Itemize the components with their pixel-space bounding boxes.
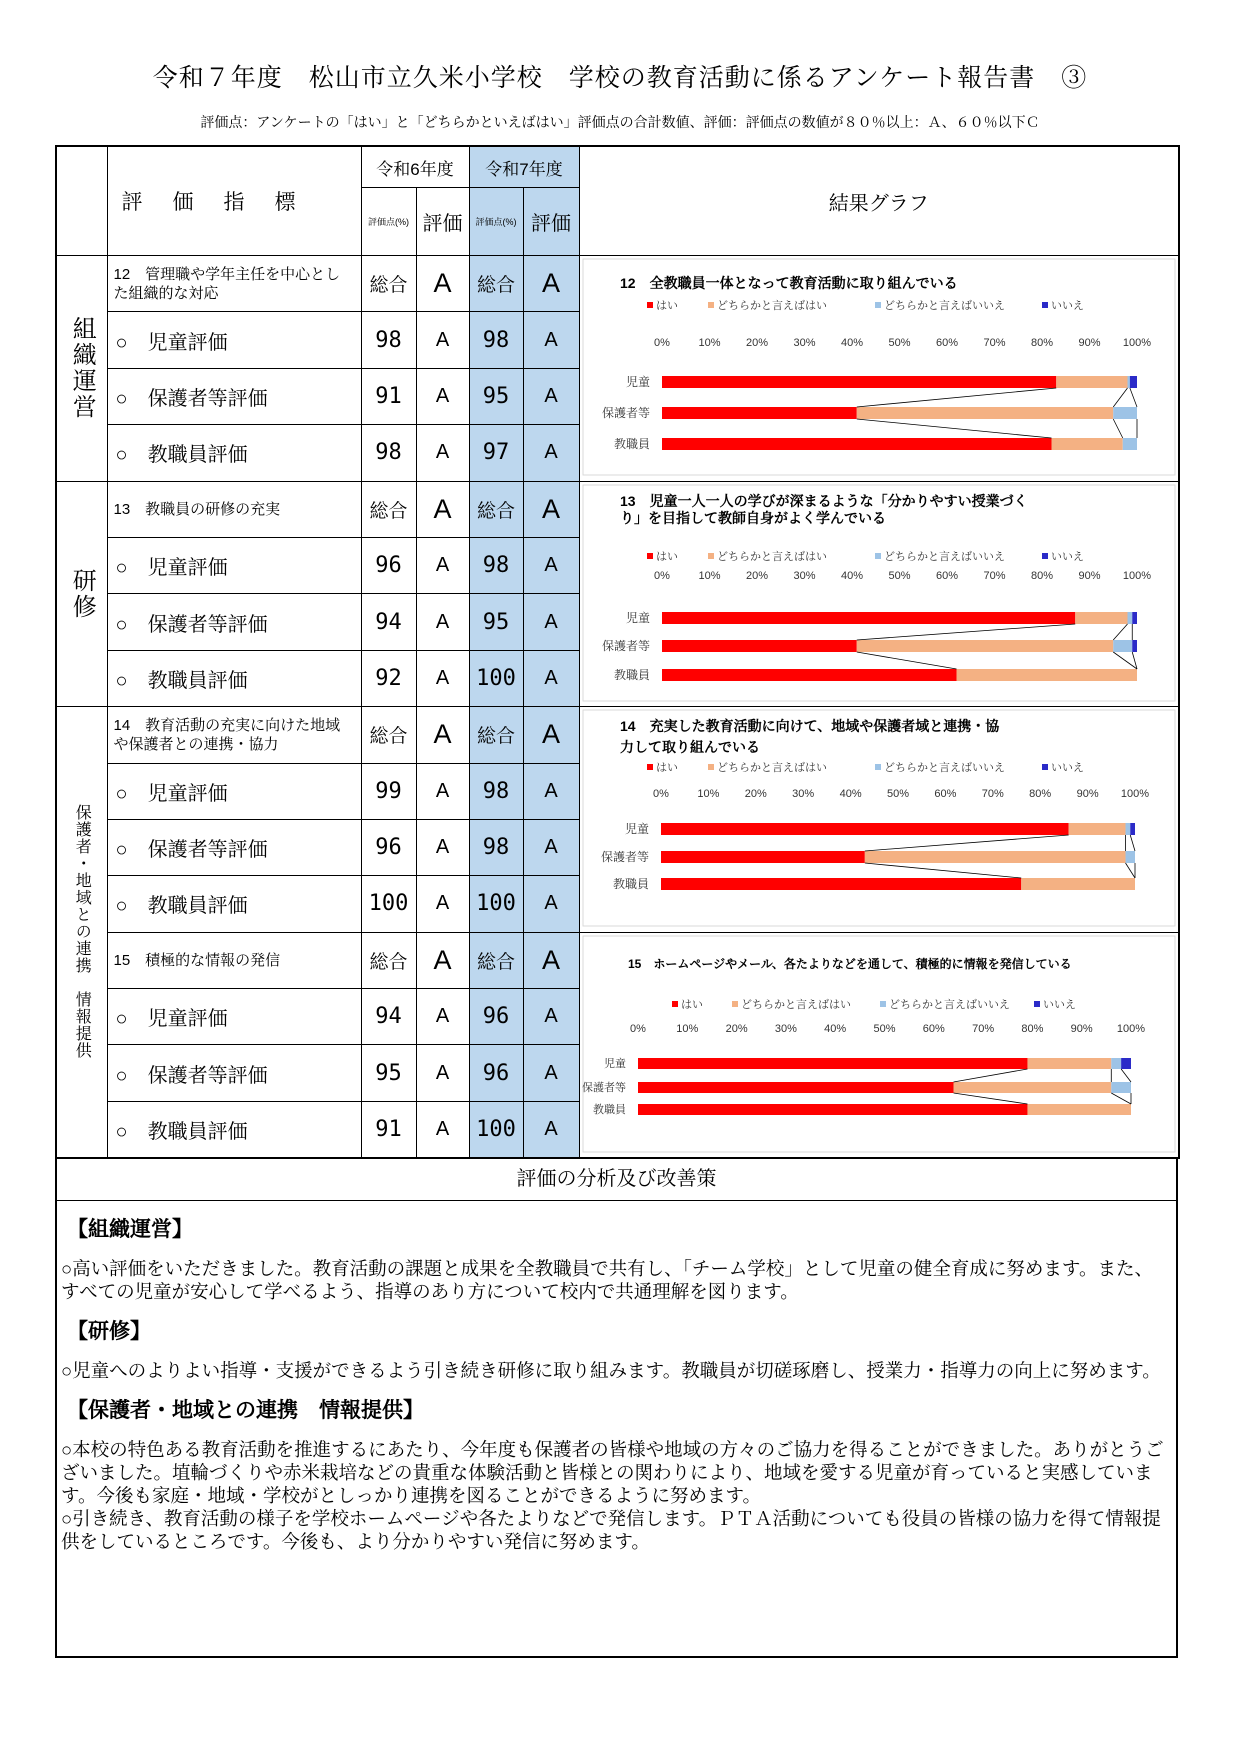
legend-label: どちらかと言えばはい bbox=[740, 998, 851, 1011]
bar-segment bbox=[662, 612, 1075, 624]
result-chart-cell bbox=[579, 256, 1179, 482]
tick-label: 80% bbox=[1030, 337, 1053, 349]
legend-label: どちらかと言えばはい bbox=[716, 762, 827, 775]
legend-label: どちらかと言えばはい bbox=[716, 300, 827, 312]
category-label: 保護者・地域との連携 情報提供 bbox=[56, 707, 107, 1158]
r7-total-label: 総合 bbox=[469, 932, 523, 988]
tick-label: 50% bbox=[887, 569, 911, 582]
bar-segment bbox=[864, 851, 1125, 863]
r7-eval: A bbox=[523, 425, 579, 481]
r6-total-eval: A bbox=[416, 481, 469, 537]
bar-segment bbox=[662, 669, 957, 681]
legend-swatch bbox=[1042, 764, 1048, 770]
chart-title: り」を目指して教師自身がよく学んでいる bbox=[619, 509, 886, 526]
bar-segment bbox=[1132, 640, 1137, 652]
tick-label: 60% bbox=[935, 337, 958, 349]
r6-eval: A bbox=[416, 650, 469, 706]
header-graph: 結果グラフ bbox=[579, 146, 1179, 256]
r6-total-label: 総合 bbox=[361, 481, 416, 537]
tick-label: 0% bbox=[652, 788, 669, 801]
r6-score: 96 bbox=[361, 537, 416, 593]
r6-eval: A bbox=[416, 594, 469, 650]
tick-label: 50% bbox=[887, 337, 911, 349]
bar-segment bbox=[1111, 1082, 1131, 1093]
category-label: 教職員 bbox=[613, 437, 650, 451]
tick-label: 50% bbox=[872, 1022, 896, 1035]
tick-label: 90% bbox=[1077, 337, 1101, 349]
tick-label: 40% bbox=[839, 788, 862, 801]
tick-label: 20% bbox=[744, 788, 767, 801]
bar-segment bbox=[1113, 407, 1137, 419]
legend-swatch bbox=[708, 553, 714, 559]
bar-segment bbox=[956, 669, 1137, 681]
tick-label: 80% bbox=[1030, 569, 1053, 582]
r6-eval: A bbox=[416, 537, 469, 593]
respondent-label: ○ 児童評価 bbox=[107, 537, 361, 593]
r7-score: 98 bbox=[469, 763, 523, 819]
chart-title: 力して取り組んでいる bbox=[619, 739, 760, 756]
r6-eval: A bbox=[416, 989, 469, 1045]
r6-score: 98 bbox=[361, 425, 416, 481]
r7-score: 98 bbox=[469, 312, 523, 368]
page-title: 令和７年度 松山市立久米小学校 学校の教育活動に係るアンケート報告書 ③ bbox=[152, 64, 1088, 92]
r7-total-eval: A bbox=[523, 481, 579, 537]
category-label: 教職員 bbox=[612, 877, 649, 892]
tick-label: 100% bbox=[1122, 569, 1151, 582]
tick-label: 70% bbox=[982, 337, 1006, 349]
category-label: 教職員 bbox=[613, 667, 650, 682]
r6-score: 94 bbox=[361, 594, 416, 650]
bar-segment bbox=[1027, 1104, 1131, 1115]
bar-segment bbox=[1130, 823, 1135, 835]
r6-score: 99 bbox=[361, 763, 416, 819]
result-chart-cell bbox=[579, 932, 1179, 1158]
category-label: 児童 bbox=[625, 375, 650, 389]
r6-eval: A bbox=[416, 368, 469, 424]
tick-label: 40% bbox=[823, 1022, 846, 1035]
result-chart bbox=[580, 256, 1178, 478]
bar-segment bbox=[1127, 612, 1132, 624]
r6-eval: A bbox=[416, 1045, 469, 1101]
legend-swatch bbox=[647, 764, 653, 770]
legend-swatch bbox=[732, 1001, 738, 1007]
category-label: 保護者等 bbox=[601, 406, 650, 420]
legend-swatch bbox=[1034, 1001, 1040, 1007]
legend-swatch bbox=[1042, 302, 1048, 308]
respondent-label: ○ 児童評価 bbox=[107, 989, 361, 1045]
analysis-section-heading: 【組織運営】 bbox=[67, 1218, 193, 1241]
bar-segment bbox=[1051, 438, 1122, 450]
legend-swatch bbox=[647, 553, 653, 559]
analysis-paragraph: ○引き続き、教育活動の様子を学校ホームページや各たよりなどで発信します。ＰＴＡ活動についても役員の皆様の協力を得て情報提供をしているところです。今後も、より分かりやすい発信に努めます。 bbox=[61, 1508, 1161, 1552]
r6-score: 100 bbox=[361, 876, 416, 932]
r6-total-eval: A bbox=[416, 707, 469, 763]
r7-eval: A bbox=[523, 819, 579, 875]
r6-total-label: 総合 bbox=[361, 707, 416, 763]
tick-label: 90% bbox=[1076, 788, 1099, 801]
category-label: 研修 bbox=[56, 481, 107, 707]
r6-score: 96 bbox=[361, 819, 416, 875]
legend-label: いいえ bbox=[1042, 998, 1076, 1011]
header-r7-score: 評価点(%) bbox=[469, 188, 523, 256]
r7-score: 95 bbox=[469, 594, 523, 650]
tick-label: 30% bbox=[792, 569, 816, 582]
analysis-section bbox=[55, 1158, 1178, 1658]
result-chart bbox=[580, 707, 1178, 929]
r7-eval: A bbox=[523, 312, 579, 368]
legend-label: はい bbox=[680, 998, 703, 1011]
legend-swatch bbox=[1042, 553, 1048, 559]
respondent-label: ○ 保護者等評価 bbox=[107, 1045, 361, 1101]
result-chart bbox=[580, 933, 1178, 1155]
tick-label: 30% bbox=[791, 788, 814, 801]
bar-segment bbox=[1127, 376, 1129, 388]
tick-label: 40% bbox=[840, 337, 863, 349]
r7-score: 98 bbox=[469, 537, 523, 593]
tick-label: 70% bbox=[981, 788, 1004, 801]
r6-total-eval: A bbox=[416, 932, 469, 988]
r7-score: 95 bbox=[469, 368, 523, 424]
bar-segment bbox=[638, 1104, 1027, 1115]
chart-title: 14 充実した教育活動に向けて、地域や保護者域と連携・協 bbox=[619, 718, 999, 735]
tick-label: 100% bbox=[1120, 788, 1149, 801]
tick-label: 10% bbox=[675, 1022, 698, 1035]
header-r6-score: 評価点(%) bbox=[361, 188, 416, 256]
r6-total-eval: A bbox=[416, 256, 469, 312]
bar-segment bbox=[662, 407, 857, 419]
result-chart bbox=[580, 482, 1178, 704]
tick-label: 20% bbox=[745, 569, 768, 582]
analysis-paragraph: ○児童へのよりよい指導・支援ができるよう引き続き研修に取り組みます。教職員が切磋琢磨し、授業力・指導力の向上に努めます。 bbox=[61, 1360, 1161, 1381]
category-label: 保護者等 bbox=[600, 850, 649, 865]
bar-segment bbox=[1132, 612, 1137, 624]
tick-label: 30% bbox=[792, 337, 816, 349]
tick-label: 50% bbox=[886, 788, 909, 801]
tick-label: 20% bbox=[745, 337, 768, 349]
indicator-title: 15 積極的な情報の発信 bbox=[107, 932, 361, 988]
legend-label: どちらかと言えばいいえ bbox=[883, 550, 1005, 563]
header-r6-eval: 評価 bbox=[416, 188, 469, 256]
tick-label: 60% bbox=[933, 788, 956, 801]
bar-segment bbox=[1125, 851, 1134, 863]
legend-label: はい bbox=[655, 762, 678, 775]
legend-swatch bbox=[875, 553, 881, 559]
header-r7-year: 令和7年度 bbox=[469, 146, 579, 188]
r7-total-eval: A bbox=[523, 256, 579, 312]
analysis-paragraph: ○高い評価をいただきました。教育活動の課題と成果を全教職員で共有し、「チーム学校」として児童の健全育成に努めます。また、すべての児童が安心して学べるよう、指導のあり方について校内で共通理解を図ります。 bbox=[61, 1258, 1153, 1302]
indicator-title: 14 教育活動の充実に向けた地域や保護者との連携・協力 bbox=[107, 707, 361, 763]
tick-label: 100% bbox=[1122, 337, 1151, 349]
r7-total-label: 総合 bbox=[469, 256, 523, 312]
r6-score: 98 bbox=[361, 312, 416, 368]
r7-score: 100 bbox=[469, 876, 523, 932]
respondent-label: ○ 教職員評価 bbox=[107, 876, 361, 932]
indicator-title: 12 管理職や学年主任を中心とした組織的な対応 bbox=[107, 256, 361, 312]
chart-title: 13 児童一人一人の学びが深まるような「分かりやすい授業づく bbox=[619, 492, 1028, 509]
r6-total-label: 総合 bbox=[361, 932, 416, 988]
bar-segment bbox=[953, 1082, 1111, 1093]
tick-label: 70% bbox=[982, 569, 1006, 582]
r7-score: 96 bbox=[469, 1045, 523, 1101]
r7-eval: A bbox=[523, 1045, 579, 1101]
legend-swatch bbox=[708, 764, 714, 770]
bar-segment bbox=[1111, 1058, 1121, 1069]
header-r6-year: 令和6年度 bbox=[361, 146, 469, 188]
r7-score: 96 bbox=[469, 989, 523, 1045]
legend-label: はい bbox=[655, 550, 678, 563]
r6-score: 94 bbox=[361, 989, 416, 1045]
bar-segment bbox=[638, 1082, 954, 1093]
bar-segment bbox=[661, 823, 1069, 835]
r7-eval: A bbox=[523, 989, 579, 1045]
respondent-label: ○ 保護者等評価 bbox=[107, 819, 361, 875]
bar-segment bbox=[661, 851, 865, 863]
category-label: 教職員 bbox=[592, 1103, 626, 1116]
r7-eval: A bbox=[523, 594, 579, 650]
r7-total-eval: A bbox=[523, 707, 579, 763]
page-subtitle: 評価点：アンケートの「はい」と「どちらかといえばはい」評価点の合計数値、評価：評価点の数値が８０％以上：Ａ、６０％以下Ｃ bbox=[200, 114, 1040, 130]
header-r7-eval: 評価 bbox=[523, 188, 579, 256]
r6-score: 92 bbox=[361, 650, 416, 706]
header-indicator: 評価指標 bbox=[107, 146, 361, 256]
r6-total-label: 総合 bbox=[361, 256, 416, 312]
legend-label: どちらかと言えばいいえ bbox=[883, 762, 1005, 775]
bar-segment bbox=[638, 1058, 1027, 1069]
legend-swatch bbox=[708, 302, 714, 308]
bar-segment bbox=[662, 640, 857, 652]
r7-score: 100 bbox=[469, 650, 523, 706]
tick-label: 90% bbox=[1077, 569, 1101, 582]
r7-eval: A bbox=[523, 368, 579, 424]
legend-label: いいえ bbox=[1050, 550, 1084, 563]
r7-eval: A bbox=[523, 1101, 579, 1157]
analysis-body bbox=[57, 1213, 1176, 1553]
analysis-paragraph: ○本校の特色ある教育活動を推進するにあたり、今年度も保護者の皆様や地域の方々のご協力を得ることができました。ありがとうございました。埴輪づくりや赤米栽培などの貴重な体験活動と皆様との関わりにより、地域を愛する児童が育っていると実感しています。今後も家庭・地域・学校がとしっかり連携を図ることができるように努めます。 bbox=[61, 1439, 1164, 1506]
r6-score: 91 bbox=[361, 1101, 416, 1157]
r7-eval: A bbox=[523, 650, 579, 706]
analysis-section-heading: 【保護者・地域との連携 情報提供】 bbox=[67, 1399, 424, 1422]
chart-title: 12 全教職員一体となって教育活動に取り組んでいる bbox=[619, 275, 958, 291]
result-chart-cell bbox=[579, 707, 1179, 933]
tick-label: 60% bbox=[922, 1022, 945, 1035]
r7-total-label: 総合 bbox=[469, 707, 523, 763]
tick-label: 60% bbox=[935, 569, 958, 582]
bar-segment bbox=[1056, 376, 1127, 388]
bar-segment bbox=[1125, 823, 1130, 835]
r7-total-label: 総合 bbox=[469, 481, 523, 537]
respondent-label: ○ 保護者等評価 bbox=[107, 368, 361, 424]
tick-label: 80% bbox=[1020, 1022, 1043, 1035]
r6-score: 95 bbox=[361, 1045, 416, 1101]
respondent-label: ○ 教職員評価 bbox=[107, 425, 361, 481]
r6-score: 91 bbox=[361, 368, 416, 424]
result-chart-cell bbox=[579, 481, 1179, 707]
r6-eval: A bbox=[416, 819, 469, 875]
respondent-label: ○ 児童評価 bbox=[107, 312, 361, 368]
legend-label: いいえ bbox=[1050, 300, 1084, 312]
bar-segment bbox=[1068, 823, 1125, 835]
bar-segment bbox=[1027, 1058, 1111, 1069]
tick-label: 80% bbox=[1028, 788, 1051, 801]
respondent-label: ○ 教職員評価 bbox=[107, 650, 361, 706]
tick-label: 0% bbox=[629, 1022, 646, 1035]
respondent-label: ○ 教職員評価 bbox=[107, 1101, 361, 1157]
r6-eval: A bbox=[416, 312, 469, 368]
legend-label: いいえ bbox=[1050, 762, 1084, 775]
bar-segment bbox=[1122, 438, 1136, 450]
bar-segment bbox=[1113, 640, 1132, 652]
bar-segment bbox=[662, 376, 1056, 388]
bar-segment bbox=[1021, 878, 1135, 890]
bar-segment bbox=[1075, 612, 1127, 624]
bar-segment bbox=[856, 640, 1113, 652]
category-label: 児童 bbox=[603, 1057, 626, 1070]
r7-score: 98 bbox=[469, 819, 523, 875]
category-label: 児童 bbox=[624, 822, 649, 837]
tick-label: 100% bbox=[1116, 1022, 1145, 1035]
bar-segment bbox=[662, 438, 1052, 450]
r6-eval: A bbox=[416, 425, 469, 481]
tick-label: 0% bbox=[653, 569, 670, 582]
legend-label: どちらかと言えばいいえ bbox=[883, 300, 1005, 312]
bar-segment bbox=[661, 878, 1021, 890]
r7-score: 97 bbox=[469, 425, 523, 481]
r6-eval: A bbox=[416, 876, 469, 932]
tick-label: 10% bbox=[697, 569, 721, 582]
tick-label: 10% bbox=[696, 788, 719, 801]
legend-label: どちらかと言えばはい bbox=[716, 550, 827, 563]
respondent-label: ○ 児童評価 bbox=[107, 763, 361, 819]
tick-label: 10% bbox=[697, 337, 721, 349]
tick-label: 90% bbox=[1070, 1022, 1093, 1035]
chart-title: 15 ホームページやメール、各たよりなどを通して、積極的に情報を発信している bbox=[627, 956, 1072, 971]
legend-swatch bbox=[672, 1001, 678, 1007]
bar-segment bbox=[856, 407, 1113, 419]
r6-eval: A bbox=[416, 1101, 469, 1157]
r7-eval: A bbox=[523, 763, 579, 819]
r6-eval: A bbox=[416, 763, 469, 819]
category-label: 保護者等 bbox=[581, 1081, 626, 1094]
legend-label: どちらかと言えばいいえ bbox=[888, 998, 1010, 1011]
category-label: 組織運営 bbox=[56, 256, 107, 482]
category-label: 児童 bbox=[625, 610, 650, 625]
r7-total-eval: A bbox=[523, 932, 579, 988]
r7-eval: A bbox=[523, 537, 579, 593]
tick-label: 0% bbox=[653, 337, 670, 349]
bar-segment bbox=[1121, 1058, 1131, 1069]
respondent-label: ○ 保護者等評価 bbox=[107, 594, 361, 650]
r7-score: 100 bbox=[469, 1101, 523, 1157]
legend-swatch bbox=[880, 1001, 886, 1007]
header-category-cell bbox=[56, 146, 107, 256]
tick-label: 40% bbox=[840, 569, 863, 582]
tick-label: 70% bbox=[971, 1022, 994, 1035]
legend-label: はい bbox=[655, 300, 678, 312]
indicator-title: 13 教職員の研修の充実 bbox=[107, 481, 361, 537]
analysis-heading: 評価の分析及び改善策 bbox=[57, 1159, 1176, 1201]
bar-segment bbox=[1129, 376, 1136, 388]
legend-swatch bbox=[875, 302, 881, 308]
evaluation-table bbox=[55, 145, 1180, 1159]
category-label: 保護者等 bbox=[601, 638, 650, 653]
legend-swatch bbox=[647, 302, 653, 308]
legend-swatch bbox=[875, 764, 881, 770]
analysis-section-heading: 【研修】 bbox=[67, 1320, 151, 1343]
tick-label: 20% bbox=[725, 1022, 748, 1035]
r7-eval: A bbox=[523, 876, 579, 932]
tick-label: 30% bbox=[774, 1022, 797, 1035]
